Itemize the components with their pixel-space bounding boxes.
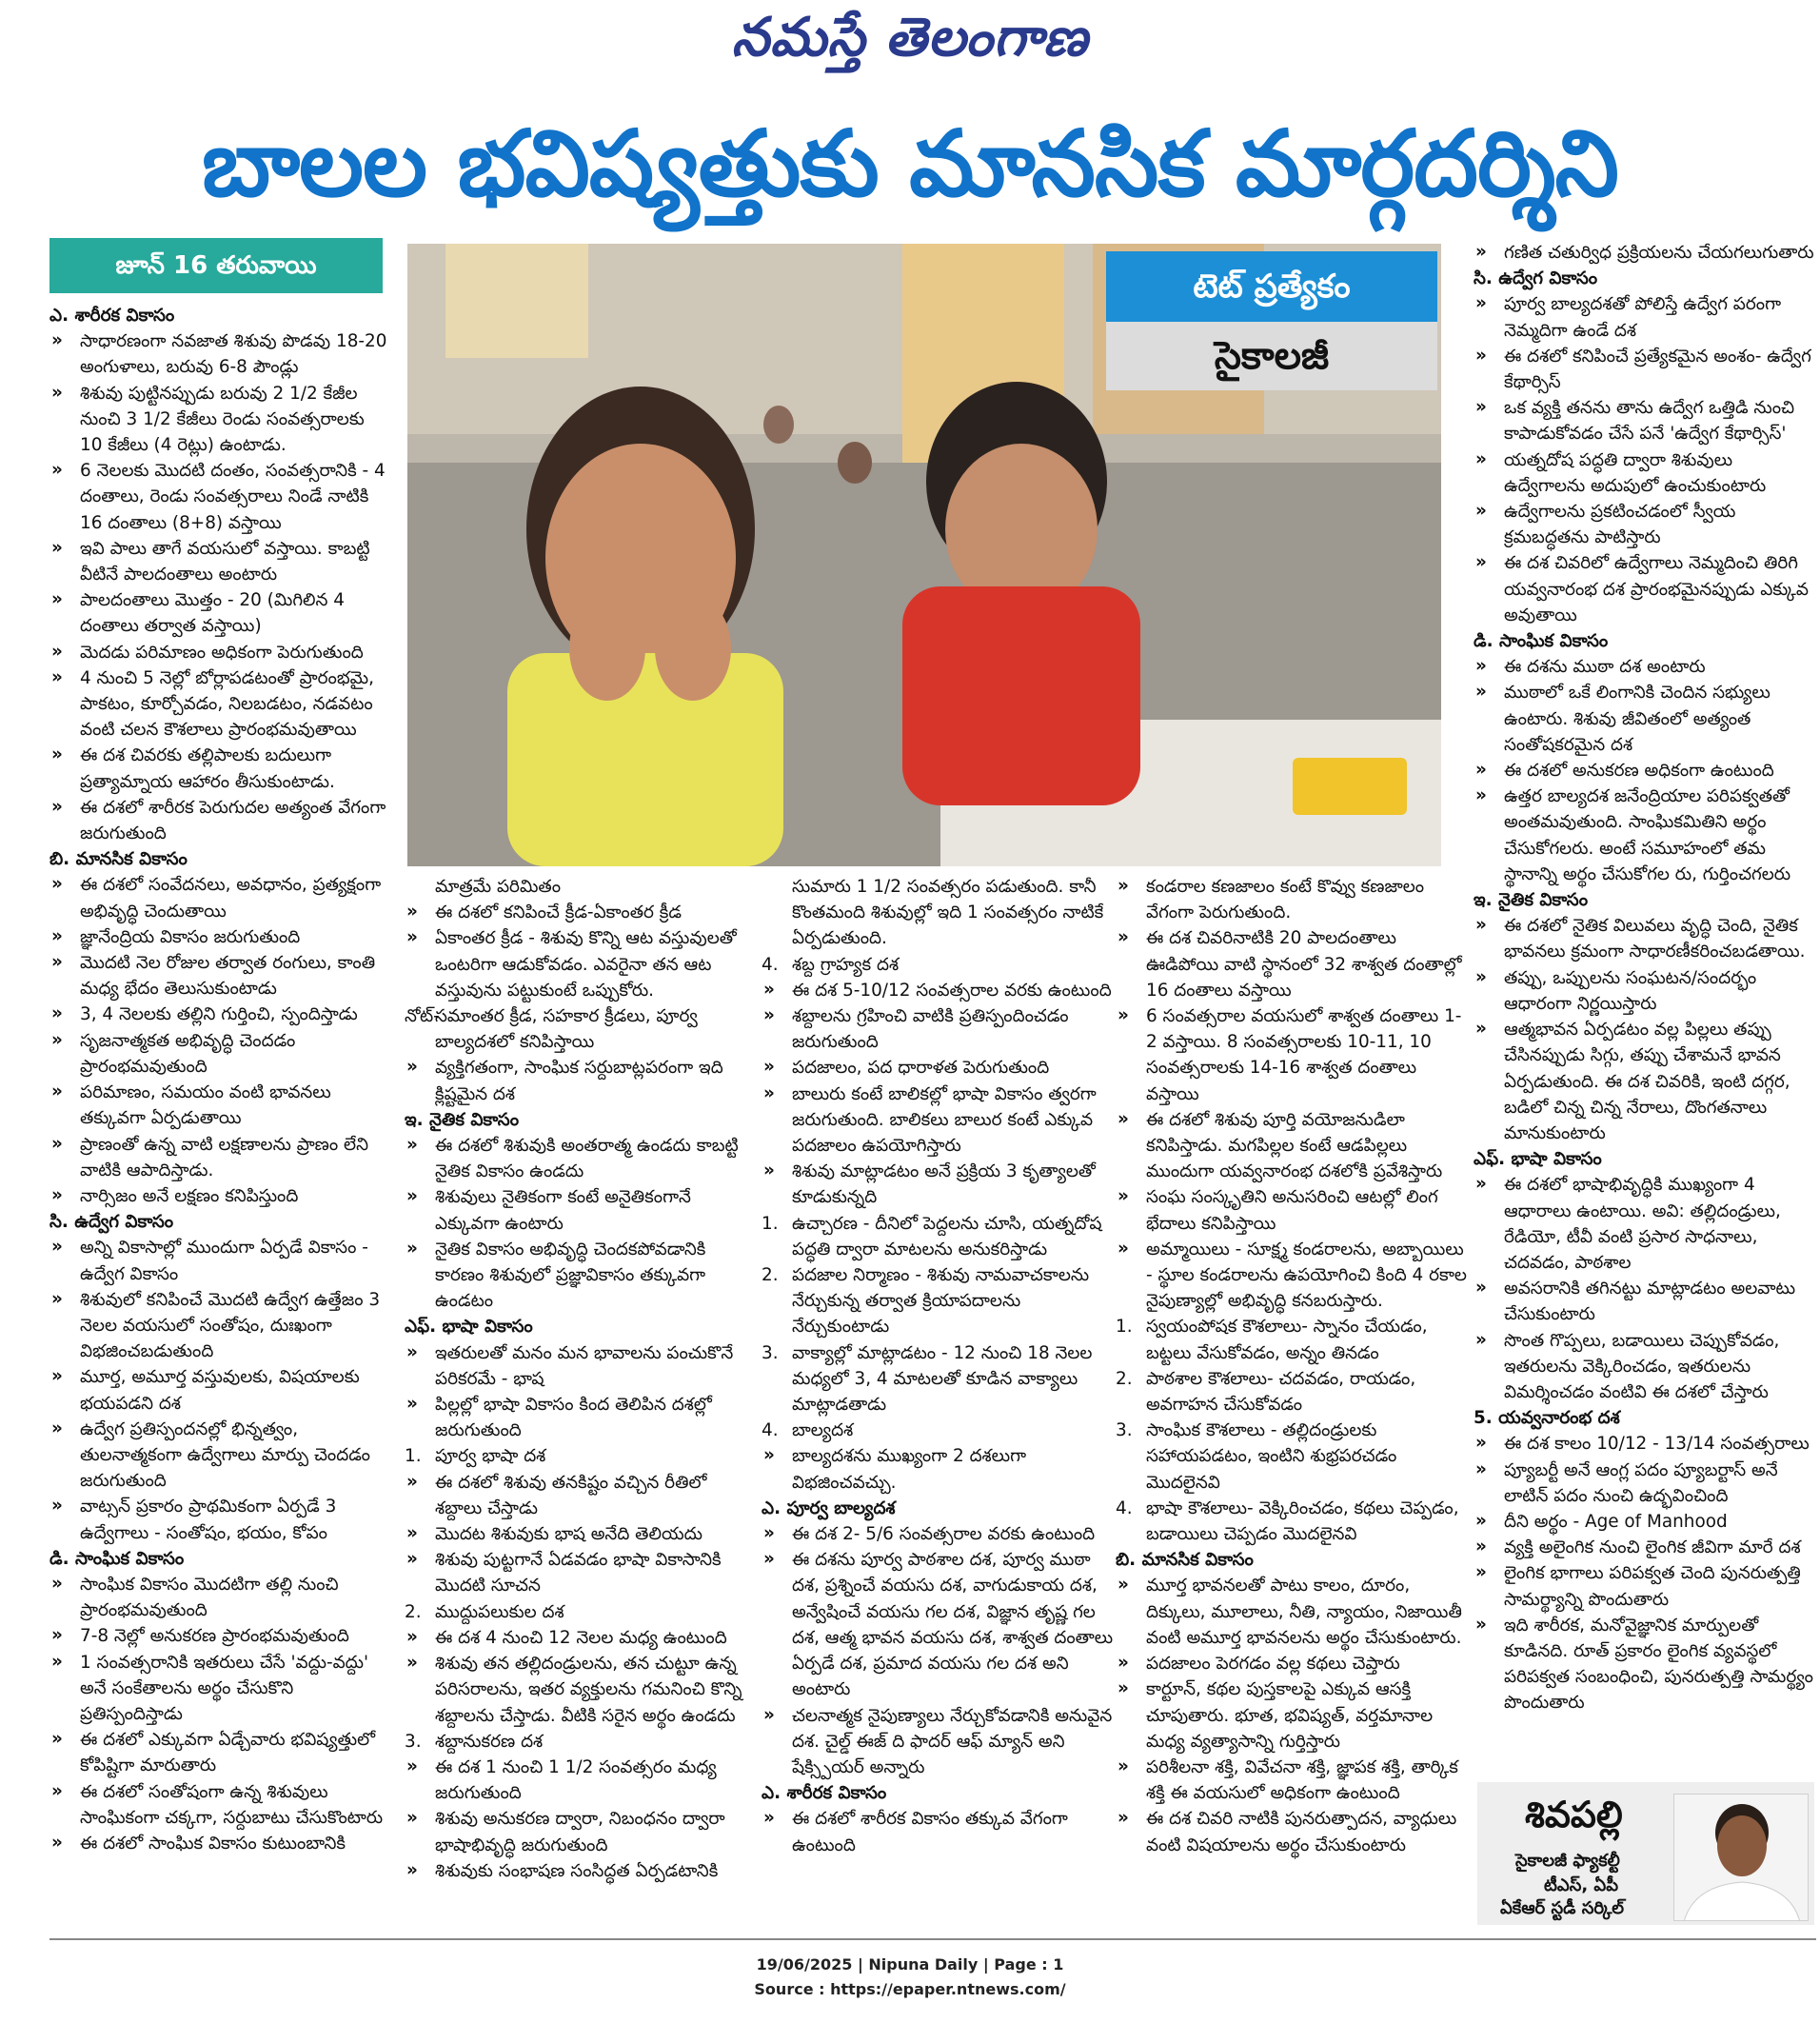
section-heading: ఎ. శారీరక వికాసం (762, 1783, 887, 1804)
bullet-item: » సాంఘిక వికాసం మొదటిగా తల్లి నుంచి ప్రారంభమవుతుంది (49, 1572, 388, 1623)
bullet-item: » కండరాల కణజాలం కంటే కొవ్వు కణజాలం వేగంగా పెరుగుతుంది. (1116, 874, 1468, 925)
bullet-item: » ఈ దశ చివరకు తల్లిపాలకు బదులుగా ప్రత్యామ్నాయ ఆహారం తీసుకుంటాడు. (49, 743, 388, 794)
bullet-item: » దీని అర్థం - Age of Manhood (1474, 1509, 1816, 1535)
section-heading: ఎ. పూర్వ బాల్యదశ (762, 1497, 896, 1518)
bullet-item: » పరిశీలనా శక్తి, వివేచనా శక్తి, జ్ఞాపక శక్తి, తార్కిక శక్తి ఈ వయసులో అధికంగా ఉంటుంది (1116, 1755, 1468, 1806)
bullet-item: » ఈ దశలో కనిపించే ప్రత్యేకమైన అంశం- ఉద్వేగ కేథార్సిస్ (1474, 344, 1816, 395)
bullet-item: » శబ్దాలను గ్రహించి వాటికి ప్రతిస్పందించడం జరుగుతుంది (762, 1003, 1116, 1055)
item-text: సమాంతర క్రీడ, సహకార క్రీడలు, పూర్వ బాల్యదశలో కనిపిస్తాయి (435, 1006, 698, 1053)
tag-subject: సైకాలజీ (1106, 322, 1437, 390)
bullet-item: » 3, 4 నెలలకు తల్లిని గుర్తించి, స్పందిస్తాడు (49, 1002, 388, 1027)
bullet-item: » మెదడు పరిమాణం అధికంగా పెరుగుతుంది (49, 640, 388, 665)
bullet-item: » ఈ దశ 2- 5/6 సంవత్సరాల వరకు ఉంటుంది (762, 1521, 1116, 1547)
bullet-item: » పరిమాణం, సమయం వంటి భావనలు తక్కువగా ఏర్పడుతాయి (49, 1080, 388, 1131)
item-number: 3. (405, 1731, 422, 1752)
bullet-item: » ఈ దశలో శారీరక వికాసం తక్కువ వేగంగా ఉంటుంది (762, 1806, 1116, 1857)
item-text: వాక్యాల్లో మాట్లాడటం - 12 నుంచి 18 నెలల మధ్యలో 3, 4 మాటలతో కూడిన వాక్యాలు మాట్లాడతాడు (792, 1342, 1093, 1416)
bullet-item: » కార్టూన్, కథల పుస్తకాలపై ఎక్కువ ఆసక్తి చూపుతారు. భూత, భవిష్యత్, వర్తమానాల మధ్య వ్యత్యాసాన్ని గుర్తిస్తారు (1116, 1676, 1468, 1755)
bullet-item: » ఈ దశలో శిశువుకి అంతరాత్మ ఉండదు కాబట్టి నైతిక వికాసం ఉండదు (405, 1133, 759, 1184)
bullet-item: » ఈ దశ 5-10/12 సంవత్సరాల వరకు ఉంటుంది (762, 978, 1116, 1003)
bullet-item: » 1 సంవత్సరానికి ఇతరులు చేసే 'వద్దు-వద్దు' అనే సంకేతాలను అర్థం చేసుకొని ప్రతిస్పందిస్తాడు (49, 1650, 388, 1728)
section-heading: ఎ. శారీరక వికాసం (49, 306, 175, 326)
item-number: 3. (762, 1342, 779, 1363)
footer-page-info: 19/06/2025 | Nipuna Daily | Page : 1 (756, 1955, 1064, 1973)
bullet-item: » వ్యక్తిగతంగా, సాంఘిక సర్దుబాట్లపరంగా ఇది క్లిష్టమైన దశ (405, 1055, 759, 1106)
bullet-item: » పాలదంతాలు మొత్తం - 20 (మిగిలిన 4 దంతాలు తర్వాత వస్తాయి) (49, 587, 388, 639)
bullet-item: » పూర్వ బాల్యదశతో పోలిస్తే ఉద్వేగ పరంగా నెమ్మదిగా ఉండే దశ (1474, 291, 1816, 343)
bullet-item: » పదజాలం, పద ధారాళత పెరుగుతుంది (762, 1055, 1116, 1081)
bullet-item: » ఈ దశ 1 నుంచి 1 1/2 సంవత్సరం మధ్య జరుగుతుంది (405, 1755, 759, 1806)
section-heading: ఇ. నైతిక వికాసం (405, 1109, 520, 1130)
bullet-item: » సంఘ సంస్కృతిని అనుసరించి ఆటల్లో లింగ భేదాలు కనిపిస్తాయి (1116, 1184, 1468, 1236)
item-number: నోట్- (405, 1006, 440, 1027)
item-text: భాషా కౌశలాలు- వెక్కిరించడం, కథలు చెప్పడం, బడాయిలు చెప్పడం మొదలైనవి (1146, 1497, 1459, 1545)
bullet-item: » ఈ దశలో భాషాభివృద్ధికి ముఖ్యంగా 4 ఆధారాలు ఉంటాయి. అవి: తల్లిదండ్రులు, రేడియో, టీవీ వంటి ప్రసార సాధనాలు, చదవడం, పాఠశాల (1474, 1172, 1816, 1276)
bullet-item: » ప్రాణంతో ఉన్న వాటి లక్షణాలను ప్రాణం లేని వాటికి ఆపాదిస్తాడు. (49, 1132, 388, 1183)
section-heading: సి. ఉద్వేగ వికాసం (49, 1212, 174, 1233)
footer-divider (49, 1938, 1816, 1940)
bullet-item: » మొదటి నెల రోజుల తర్వాత రంగులు, కాంతి మధ్య భేదం తెలుసుకుంటాడు (49, 950, 388, 1002)
masthead-logo: నమస్తే తెలంగాణ (731, 6, 1089, 69)
article-column-1 (49, 303, 388, 1856)
author-photo (1673, 1794, 1809, 1921)
bullet-item: » 6 సంవత్సరాల వయసులో శాశ్వత దంతాలు 1-2 వస్తాయి. 8 సంవత్సరాలకు 10-11, 10 సంవత్సరాలకు 14-16 శాశ్వత దంతాలు వస్తాయి (1116, 1003, 1468, 1107)
bullet-item: » అవసరానికి తగినట్టు మాట్లాడటం అలవాటు చేసుకుంటారు (1474, 1276, 1816, 1327)
bullet-item: » చలనాత్మక నైపుణ్యాలు నేర్చుకోవడానికి అనువైన దశ. చైల్డ్ ఈజ్ ది ఫాదర్ ఆఫ్ మ్యాన్ అని షేక్స్పియర్ అన్నారు (762, 1703, 1116, 1781)
bullet-item: » బాల్యదశను ముఖ్యంగా 2 దశలుగా విభజించవచ్చు. (762, 1443, 1116, 1495)
item-text: సాంఘిక కౌశలాలు - తల్లిదండ్రులకు సహాయపడటం, ఇంటిని శుభ్రపరచడం మొదలైనవి (1146, 1420, 1397, 1493)
numbered-item (762, 952, 1116, 978)
article-column-5 (1474, 240, 1816, 1716)
bullet-item: » ఈ దశ కాలం 10/12 - 13/14 సంవత్సరాలు (1474, 1431, 1816, 1457)
item-number: 4. (762, 1420, 779, 1441)
bullet-item: » యత్నదోష పద్ధతి ద్వారా శిశువులు ఉద్వేగాలను అదుపులో ఉంచుకుంటారు (1474, 447, 1816, 499)
numbered-item (405, 1443, 759, 1469)
item-number: 3. (1116, 1420, 1133, 1441)
bullet-item: » ఈ దశలో ఎక్కువగా ఏడ్చేవారు భవిష్యత్తులో కోపిష్టిగా మారుతారు (49, 1727, 388, 1778)
item-number: 1. (762, 1213, 779, 1234)
item-number: 2. (762, 1265, 779, 1286)
bullet-item: » సాధారణంగా నవజాత శిశువు పొడవు 18-20 అంగుళాలు, బరువు 6-8 పౌండ్లు (49, 328, 388, 380)
bullet-item: » ప్యూబర్టీ అనే ఆంగ్ల పదం ప్యూబర్టాస్ అనే లాటిన్ పదం నుంచి ఉద్భవించింది (1474, 1458, 1816, 1509)
item-number: 4. (1116, 1497, 1133, 1518)
section-heading: సి. ఉద్వేగ వికాసం (1474, 268, 1598, 289)
bullet-item: » వాట్సన్ ప్రకారం ప్రాథమికంగా ఏర్పడే 3 ఉద్వేగాలు - సంతోషం, భయం, కోపం (49, 1494, 388, 1545)
numbered-item (1116, 1366, 1468, 1418)
bullet-item: » ఈ దశలో శారీరక పెరుగుదల అత్యంత వేగంగా జరుగుతుంది (49, 795, 388, 846)
bullet-item: » శిశువుకు సంభాషణ సంసిద్ధత ఏర్పడటానికి (405, 1858, 759, 1884)
bullet-item: » తప్పు, ఒప్పులను సంఘటన/సందర్భం ఆధారంగా నిర్ణయిస్తారు (1474, 965, 1816, 1017)
bullet-item: » ఒక వ్యక్తి తనను తాను ఉద్వేగ ఒత్తిడి నుంచి కాపాడుకోవడం చేసే పనే 'ఉద్వేగ కేథార్సిస్' (1474, 395, 1816, 446)
bullet-item: » శిశువు మాట్లాడటం అనే ప్రక్రియ 3 కృత్యాలతో కూడుకున్నది (762, 1159, 1116, 1210)
section-heading: డి. సాంఘిక వికాసం (1474, 631, 1609, 652)
bullet-item: » ఉద్వేగాలను ప్రకటించడంలో స్వీయ క్రమబద్ధతను పాటిస్తారు (1474, 499, 1816, 550)
bullet-item: » ఈ దశలో శిశువు తనకిష్టం వచ్చిన రీతిలో శబ్దాలు చేస్తాడు (405, 1470, 759, 1521)
bullet-item: » ఈ దశలో సంతోషంగా ఉన్న శిశువులు సాంఘికంగా చక్కగా, సర్దుబాటు చేసుకొంటారు (49, 1779, 388, 1831)
numbered-item (1116, 1314, 1468, 1365)
bullet-item: » బాలురు కంటే బాలికల్లో భాషా వికాసం త్వరగా జరుగుతుంది. బాలికలు బాలుర కంటే ఎక్కువ పదజాలం ఉపయోగిస్తారు (762, 1081, 1116, 1160)
bullet-item: » ఈ దశలో సాంఘిక వికాసం కుటుంబానికి (49, 1831, 388, 1856)
item-text: స్వయంపోషక కౌశలాలు- స్నానం చేయడం, బట్టలు వేసుకోవడం, అన్నం తినడం (1146, 1317, 1428, 1363)
author-region: టీఎస్, ఏపీ (1544, 1875, 1619, 1895)
section-heading: 5. యవ్వనారంభ దశ (1474, 1408, 1620, 1429)
numbered-item (405, 1003, 759, 1055)
bullet-item: » 6 నెలలకు మొదటి దంతం, సంవత్సరానికి - 4 దంతాలు, రెండు సంవత్సరాలు నిండే నాటికి 16 దంతాలు (8+8) వస్తాయి (49, 458, 388, 536)
bullet-item: » గణిత చతుర్విధ ప్రక్రియలను చేయగలుగుతారు (1474, 240, 1816, 266)
footer-source: Source : https://epaper.ntnews.com/ (754, 1980, 1066, 1998)
numbered-item (762, 1340, 1116, 1418)
section-heading: బి. మానసిక వికాసం (1116, 1550, 1254, 1571)
bullet-item: » ఈ దశ చివరినాటికి 20 పాలదంతాలు ఊడిపోయి వాటి స్థానంలో 32 శాశ్వత దంతాల్లో 16 దంతాలు వస్తాయి (1116, 925, 1468, 1003)
bullet-item: » ఉత్తర బాల్యదశ జనేంద్రియాల పరిపక్వతతో అంతమవుతుంది. సాంఘికమితిని అర్థం చేసుకోగలరు. అంటే సమూహంలో తమ స్థానాన్ని అర్థం చేసుకోగల రు, గుర్తించగలరు (1474, 783, 1816, 887)
section-heading: ఇ. నైతిక వికాసం (1474, 890, 1589, 911)
bullet-item: » ముఠాలో ఒకే లింగానికి చెందిన సభ్యులు ఉంటారు. శిశువు జీవితంలో అత్యంత సంతోషకరమైన దశ (1474, 680, 1816, 758)
author-box (1477, 1782, 1814, 1925)
bullet-item: » ఉద్వేగ ప్రతిస్పందనల్లో భిన్నత్వం, తులనాత్మకంగా ఉద్వేగాలు మార్పు చెందడం జరుగుతుంది (49, 1417, 388, 1495)
numbered-item (762, 1418, 1116, 1443)
section-heading: ఎఫ్. భాషా వికాసం (1474, 1149, 1602, 1170)
item-number: 2. (1116, 1368, 1133, 1389)
bullet-item: » ఈ దశ చివరిలో ఉద్వేగాలు నెమ్మదించి తిరిగి యవ్వనారంభ దశ ప్రారంభమైనప్పుడు ఎక్కువ అవుతాయి (1474, 550, 1816, 628)
bullet-item: » ఈ దశలో సంవేదనలు, అవధానం, ప్రత్యక్షంగా అభివృద్ధి చెందుతాయి (49, 872, 388, 923)
item-number: 1. (1116, 1317, 1133, 1338)
bullet-item: » ఇవి పాలు తాగే వయసులో వస్తాయి. కాబట్టి వీటినే పాలదంతాలు అంటారు (49, 536, 388, 587)
bullet-item: » ఈ దశలో అనుకరణ అధికంగా ఉంటుంది (1474, 758, 1816, 783)
bullet-item: » సృజనాత్మకత అభివృద్ధి చెందడం ప్రారంభమవుతుంది (49, 1028, 388, 1080)
bullet-item: » ఈ దశ చివరి నాటికి పునరుత్పాదన, వ్యాధులు వంటి విషయాలను అర్థం చేసుకుంటారు (1116, 1806, 1468, 1857)
section-heading: ఎఫ్. భాషా వికాసం (405, 1317, 533, 1338)
paragraph-text: సుమారు 1 1/2 సంవత్సరం పడుతుంది. కానీ కొంతమంది శిశువుల్లో ఇది 1 సంవత్సరం నాటికే ఏర్పడుతుంది. (792, 877, 1104, 949)
bullet-item: » లైంగిక భాగాలు పరిపక్వత చెంది పునరుత్పత్తి సామర్థ్యాన్ని పొందుతారు (1474, 1560, 1816, 1612)
article-column-2 (405, 874, 759, 1884)
bullet-item: » ఆత్మభావన ఏర్పడటం వల్ల పిల్లలు తప్పు చేసినప్పుడు సిగ్గు, తప్పు చేశామనే భావన ఏర్పడుతుంది. ఈ దశ చివరికి, ఇంటి దగ్గర, బడిలో చిన్న చిన్న నేరాలు, దొంగతనాలు మానుకుంటారు (1474, 1017, 1816, 1146)
tag-special: టెట్ ప్రత్యేకం (1106, 251, 1437, 322)
item-number: 1. (405, 1446, 422, 1467)
item-text: ఉచ్చారణ - దీనిలో పెద్దలను చూసి, యత్నదోష పద్ధతి ద్వారా మాటలను అనుకరిస్తాడు (792, 1213, 1102, 1259)
item-text: పదజాల నిర్మాణం - శిశువు నామవాచకాలను నేర్చుకున్న తర్వాత క్రియాపదాలను నేర్చుకుంటాడు (792, 1265, 1090, 1338)
paragraph-text: మాత్రమే పరిమితం (435, 877, 562, 897)
bullet-item: » అన్ని వికాసాల్లో ముందుగా ఏర్పడే వికాసం - ఉద్వేగ వికాసం (49, 1235, 388, 1286)
numbered-item (762, 1262, 1116, 1340)
continued-label: జూన్ 16 తరువాయి (49, 238, 383, 293)
bullet-item: » మొదట శిశువుకు భాష అనేది తెలియదు (405, 1521, 759, 1547)
article-column-4 (1116, 874, 1468, 1858)
numbered-item (405, 1729, 759, 1755)
bullet-item: » ఇతరులతో మనం మన భావాలను పంచుకొనే పరికరమే - భాష (405, 1340, 759, 1392)
bullet-item: » ఈ దశను పూర్వ పాఠశాల దశ, పూర్వ ముఠా దశ, ప్రశ్నించే వయసు దశ, వాగుడుకాయ దశ, అన్వేషించే వయసు గల దశ, విజ్ఞాన తృష్ణ గల దశ, ఆత్మ భావన వయసు దశ, శాశ్వత దంతాలు ఏర్పడే దశ, ప్రమాద వయసు గల దశ అని అంటారు (762, 1547, 1116, 1702)
numbered-item (1116, 1418, 1468, 1496)
bullet-item: » నార్సిజం అనే లక్షణం కనిపిస్తుంది (49, 1183, 388, 1209)
numbered-item (762, 1211, 1116, 1262)
bullet-item: » ఏకాంతర క్రీడ - శిశువు కొన్ని ఆట వస్తువులతో ఒంటరిగా ఆడుకోవడం. ఎవరైనా తన ఆట వస్తువును పట్టుకుంటే ఒప్పుకోరు. (405, 925, 759, 1003)
bullet-item: » పదజాలం పెరగడం వల్ల కథలు చెప్తారు (1116, 1651, 1468, 1676)
article-column-3 (762, 874, 1116, 1858)
item-text: పాఠశాల కౌశలాలు- చదవడం, రాయడం, అవగాహన చేసుకోవడం (1146, 1368, 1416, 1416)
section-heading: బి. మానసిక వికాసం (49, 849, 188, 870)
bullet-item: » ఈ దశను ముఠా దశ అంటారు (1474, 654, 1816, 680)
section-heading: డి. సాంఘిక వికాసం (49, 1548, 185, 1569)
bullet-item: » 4 నుంచి 5 నెల్లో బోర్లాపడటంతో ప్రారంభమై, పాకటం, కూర్చోవడం, నిలబడటం, నడవటం వంటి చలన కౌశలాలు ప్రారంభమవుతాయి (49, 665, 388, 744)
bullet-item: » వ్యక్తి అలైంగిక నుంచి లైంగిక జీవిగా మారే దశ (1474, 1535, 1816, 1560)
bullet-item: » ఇది శారీరక, మనోవైజ్ఞానిక మార్పులతో కూడినది. రూత్ ప్రకారం లైంగిక వ్యవస్థలో పరిపక్వత సంబంధించి, పునరుత్పత్తి సామర్థ్యం పొందుతారు (1474, 1613, 1816, 1716)
numbered-item (1116, 1496, 1468, 1547)
bullet-item: » శిశువు తన తల్లిదండ్రులను, తన చుట్టూ ఉన్న పరిసరాలను, ఇతర వ్యక్తులను గమనించి కొన్ని శబ్దాలను చేస్తాడు. వీటికి సరైన అర్థం ఉండదు (405, 1651, 759, 1729)
item-number: 4. (762, 954, 779, 975)
bullet-item: » ఈ దశలో నైతిక విలువలు వృద్ధి చెంది, నైతిక భావనలు క్రమంగా సాధారణీకరించబడతాయి. (1474, 913, 1816, 964)
bullet-item: » సొంత గొప్పలు, బడాయిలు చెప్పుకోవడం, ఇతరులను వెక్కిరించడం, ఇతరులను విమర్శించడం వంటివి ఈ దశలో చేస్తారు (1474, 1328, 1816, 1406)
headline: బాలల భవిష్యత్తుకు మానసిక మార్గదర్శిని (202, 110, 1618, 217)
item-text: బాల్యదశ (792, 1420, 854, 1441)
bullet-item: » జ్ఞానేంద్రియ వికాసం జరుగుతుంది (49, 924, 388, 950)
bullet-item: » అమ్మాయిలు - సూక్ష్మ కండరాలను, అబ్బాయిలు - స్థూల కండరాలను ఉపయోగించి కింది 4 రకాల నైపుణ్యాల్లో అభివృద్ధి కనబరుస్తారు. (1116, 1237, 1468, 1315)
bullet-item: » ఈ దశ 4 నుంచి 12 నెలల మధ్య ఉంటుంది (405, 1625, 759, 1651)
author-institute: ఏకేఆర్ స్టడీ సర్కిల్ (1500, 1898, 1624, 1918)
numbered-item (405, 1599, 759, 1625)
bullet-item: » ఈ దశలో కనిపించే క్రీడ-ఏకాంతర క్రీడ (405, 900, 759, 925)
item-number: 2. (405, 1601, 422, 1622)
item-text: ముద్దుపలుకుల దశ (435, 1601, 564, 1622)
bullet-item: » శిశువు పుట్టగానే ఏడవడం భాషా వికాసానికి మొదటి సూచన (405, 1547, 759, 1598)
bullet-item: » మూర్త భావనలతో పాటు కాలం, దూరం, దిక్కులు, మూలాలు, నీతి, న్యాయం, నిజాయితీ వంటి అమూర్త భావనలను అర్థం చేసుకుంటారు. (1116, 1573, 1468, 1651)
bullet-item: » 7-8 నెల్లో అనుకరణ ప్రారంభమవుతుంది (49, 1623, 388, 1649)
author-name: శివపల్లి (1525, 1794, 1623, 1835)
bullet-item: » శిశువు అనుకరణ ద్వారా, నిబంధనం ద్వారా భాషాభివృద్ధి జరుగుతుంది (405, 1806, 759, 1857)
bullet-item: » ఈ దశలో శిశువు పూర్తి వయోజనుడిలా కనిపిస్తాడు. మగపిల్లల కంటే ఆడపిల్లలు ముందుగా యవ్వనారంభ దశలోకి ప్రవేశిస్తారు (1116, 1107, 1468, 1185)
item-text: శబ్ద గ్రాహ్యక దశ (792, 954, 900, 975)
bullet-item: » శిశువు పుట్టినప్పుడు బరువు 2 1/2 కేజీల నుంచి 3 1/2 కేజీలు రెండు సంవత్సరాలకు 10 కేజీలు (4 రెట్లు) ఉంటాడు. (49, 381, 388, 459)
bullet-item: » మూర్త, అమూర్త వస్తువులకు, విషయాలకు భయపడని దశ (49, 1364, 388, 1416)
item-text: పూర్వ భాషా దశ (435, 1446, 546, 1467)
author-role: సైకాలజీ ఫ్యాకల్టీ (1515, 1851, 1620, 1871)
item-text: శబ్దానుకరణ దశ (435, 1731, 544, 1752)
bullet-item: » పిల్లల్లో భాషా వికాసం కింద తెలిపిన దశల్లో జరుగుతుంది (405, 1392, 759, 1443)
bullet-item: » శిశువులో కనిపించే మొదటి ఉద్వేగ ఉత్తేజం 3 నెలల వయసులో సంతోషం, దుఃఖంగా విభజించబడుతుంది (49, 1287, 388, 1365)
bullet-item: » నైతిక వికాసం అభివృద్ధి చెందకపోవడానికి కారణం శిశువులో ప్రజ్ఞావికాసం తక్కువగా ఉండటం (405, 1237, 759, 1315)
section-tag (1106, 251, 1437, 390)
bullet-item: » శిశువులు నైతికంగా కంటే అనైతికంగానే ఎక్కువగా ఉంటారు (405, 1184, 759, 1236)
